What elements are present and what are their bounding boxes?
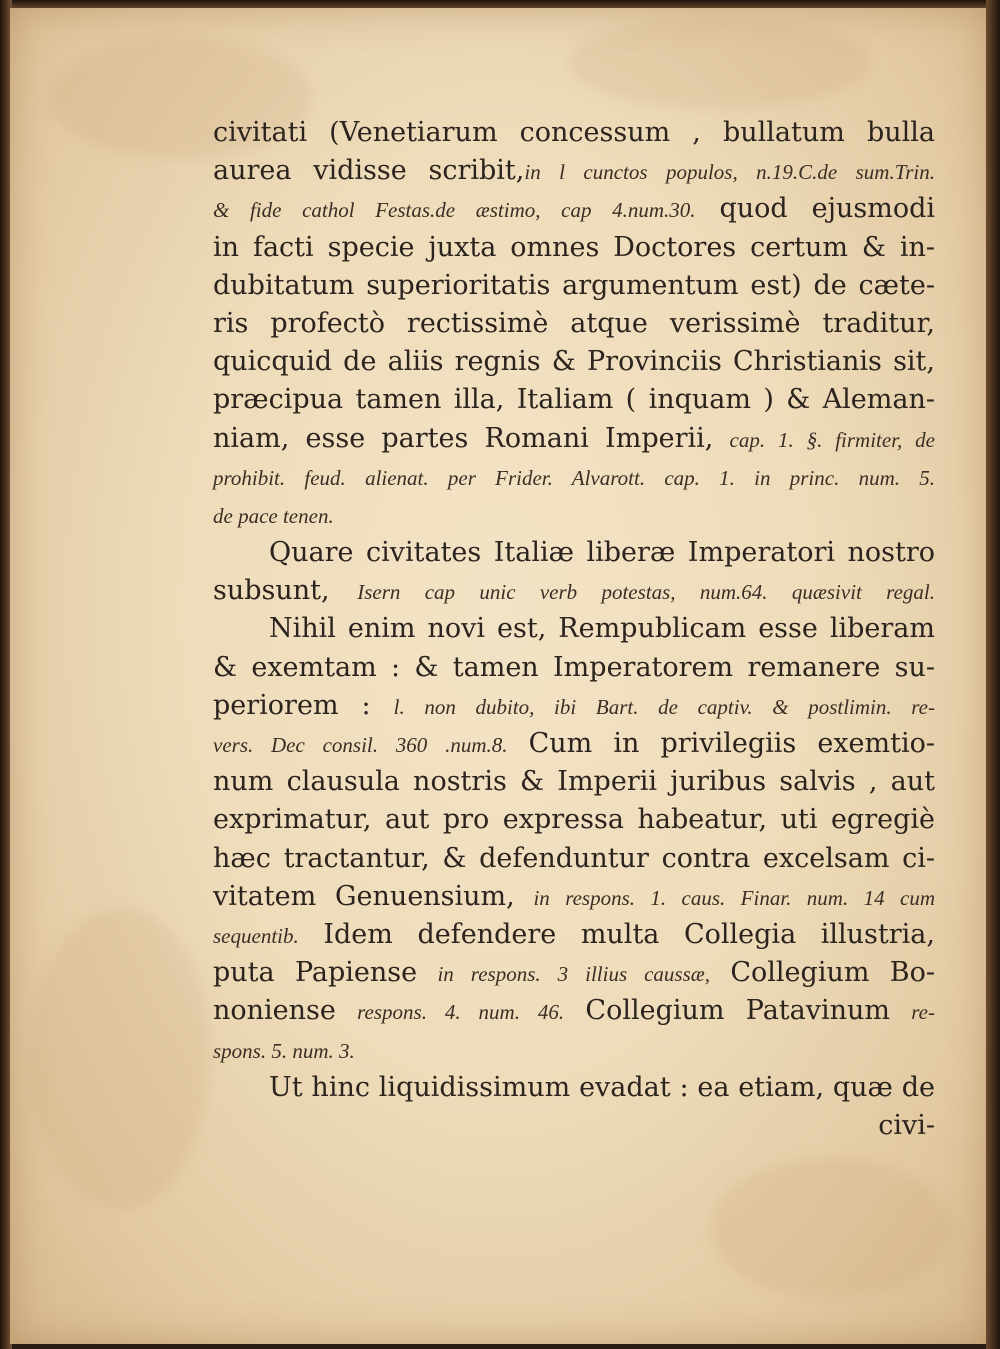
body-text: civitati (Venetiarum concessum , bullatum bulla [213,117,935,148]
body-text: niam, esse partes Romani Imperii, [213,422,730,454]
body-text: Nihil enim novi est, Rempublicam esse liberam [269,613,935,645]
text-line [213,305,935,343]
catchword: civi- [878,1109,935,1141]
text-line [213,916,935,954]
paper-stain [710,1158,950,1298]
body-text: Idem defendere multa Collegia illustria, [298,918,935,950]
body-text: Ut hinc liquidissimum evadat : ea etiam, quæ de [269,1071,935,1103]
text-line [213,343,935,381]
body-text: præcipua tamen illa, Italiam ( inquam ) & Aleman- [213,384,935,416]
body-text: Quare civitates Italiæ liberæ Imperatori nostro [269,537,935,569]
body-text: Collegium Bo- [710,957,936,989]
text-line [213,1069,935,1107]
text-line [213,114,935,152]
citation-text: re- [911,1000,935,1025]
citation-text: vers. Dec consil. 360 .num.8. [213,733,508,757]
text-line [213,458,935,496]
citation-text: prohibit. feud. alienat. per Frider. Alvarott. cap. 1. in princ. num. 5. [213,465,935,490]
body-text: periorem : [213,689,394,721]
citation-text: in l cunctos populos, n.19.C.de sum.Trin. [524,160,935,185]
body-text: in facti specie juxta omnes Doctores certum & in- [213,231,935,263]
body-text: quod ejusmodi [695,193,936,225]
citation-text: & fide cathol Festas.de æstimo, cap 4.num.30. [213,198,696,223]
citation-text: spons. 5. num. 3. [213,1038,355,1063]
text-line [213,1031,935,1069]
citation-text: in respons. 1. caus. Finar. num. 14 cum [533,885,935,910]
body-text: Cum in privilegiis exemtio- [507,728,935,759]
scan-border-right [986,0,1000,1349]
text-line [213,878,935,916]
citation-text: Isern cap unic verb potestas, num.64. quæsivit regal. [357,580,935,605]
body-text: num clausula nostris & Imperii juribus salvis , aut [213,766,935,798]
text-line [213,267,935,305]
body-text: hæc tractantur, & defenduntur contra excelsam ci- [213,842,935,874]
citation-text: de pace tenen. [213,503,334,528]
citation-text: l. non dubito, ibi Bart. de captiv. & postlimin. re- [393,694,935,719]
body-text: aurea vidisse scribit, [213,155,525,187]
body-text: dubitatum superioritatis argumentum est) de cæte- [213,269,935,301]
citation-text: cap. 1. §. firmiter, de [729,427,935,452]
text-line [213,649,935,687]
text-line [213,801,935,839]
text-line [213,420,935,458]
text-line [213,992,935,1030]
text-line [213,496,935,534]
text-line [213,381,935,419]
citation-text: respons. 4. num. 46. [357,1000,565,1025]
text-line [213,840,935,878]
page-body-text [213,114,935,1145]
paper-stain [30,908,210,1208]
paper-stain [570,18,870,108]
text-line [213,534,935,572]
body-text: vitatem Genuensium, [213,880,534,912]
text-line [213,610,935,648]
citation-text: in respons. 3 illius caussæ, [437,962,711,987]
body-text: puta Papiense [213,957,438,989]
body-text: quicquid de aliis regnis & Provinciis Christianis sit, [213,346,935,378]
citation-text: sequentib. [213,923,299,948]
body-text: subsunt, [213,575,358,607]
text-line [213,725,935,763]
body-text: exprimatur, aut pro expressa habeatur, uti egregiè [213,804,935,836]
body-text: noniense [213,995,358,1027]
text-line [213,763,935,801]
body-text: Collegium Patavinum [564,995,912,1027]
text-line [213,687,935,725]
text-line [213,152,935,190]
text-line [213,572,935,610]
body-text: ris profectò rectissimè atque verissimè traditur, [213,307,935,339]
text-line [213,954,935,992]
body-text: & exemtam : & tamen Imperatorem remanere su- [213,651,935,683]
text-line [213,190,935,228]
text-line [213,229,935,267]
